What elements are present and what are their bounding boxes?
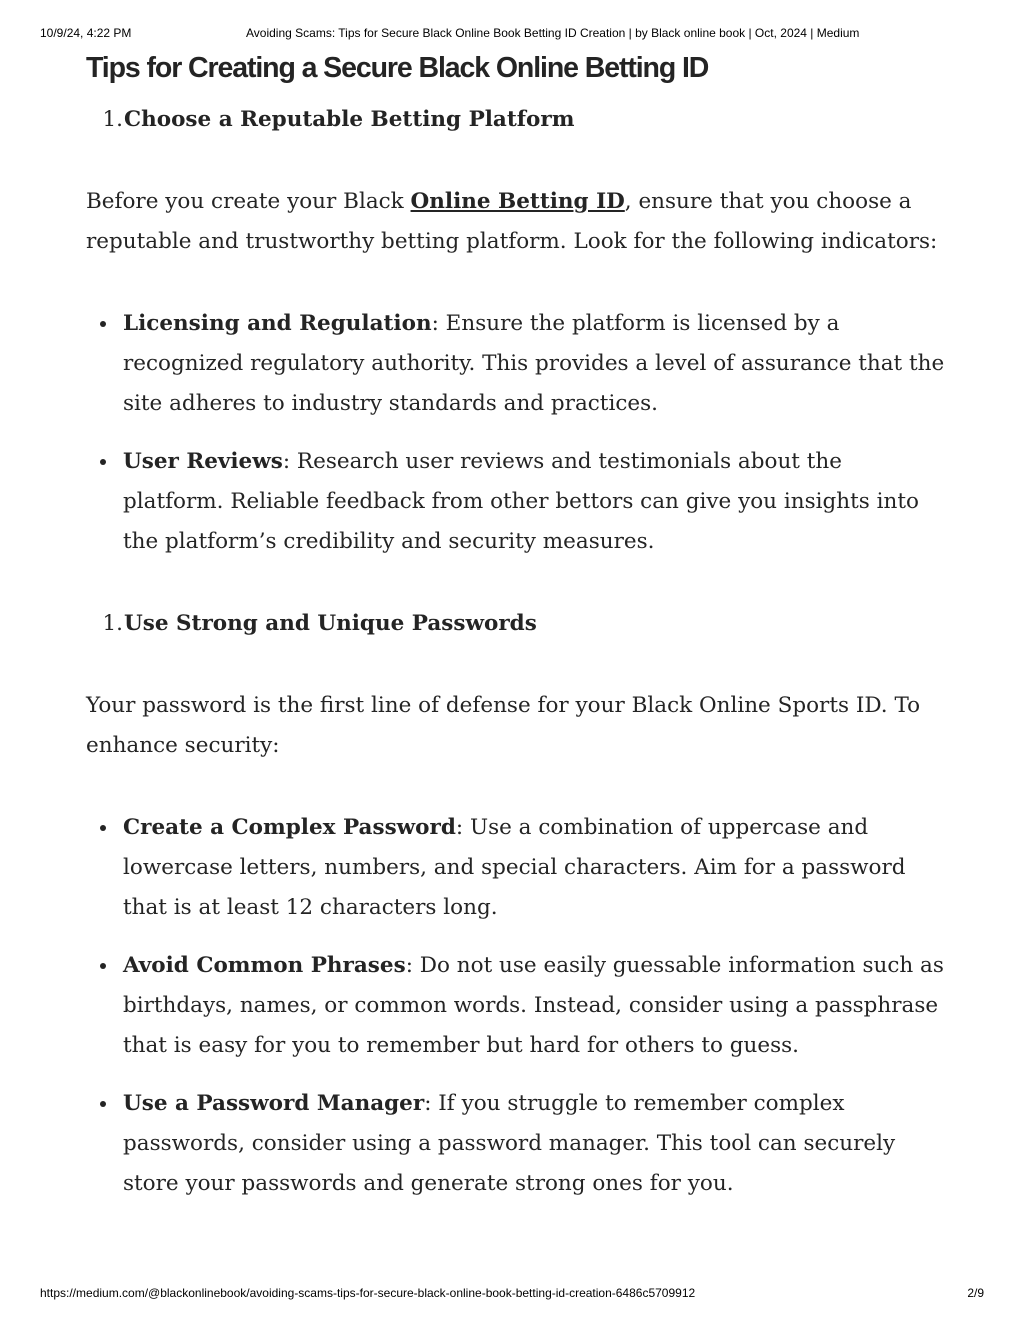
list-item-text: : Research user reviews and testimonials about the platform. Reliable feedback from other bettors can give you insights into the platform’s credibility and security measures. (123, 449, 919, 554)
list-item (86, 1084, 946, 1204)
print-datetime: 10/9/24, 4:22 PM (40, 26, 132, 40)
list-item-term: Avoid Common Phrases (123, 953, 406, 978)
paragraph-text: , ensure that you choose a reputable and trustworthy betting platform. Look for the following indicators: (86, 189, 938, 254)
list-item-term: Create a Complex Password (123, 815, 456, 840)
list-item-text: : Do not use easily guessable information such as birthdays, names, or common words. Instead, consider using a passphrase that is easy for you to remember but hard for others to guess. (123, 953, 944, 1058)
list-item-term: Licensing and Regulation (123, 311, 432, 336)
print-header (0, 26, 1024, 42)
numbered-item-platform (86, 100, 946, 140)
list-item (86, 808, 946, 928)
item-title: Use Strong and Unique Passwords (124, 611, 537, 636)
section-title: Tips for Creating a Secure Black Online Betting ID (86, 52, 709, 84)
platform-indicators-list (86, 304, 946, 562)
password-tips-list (86, 808, 946, 1204)
online-betting-id-link[interactable]: Online Betting ID (410, 189, 625, 214)
list-item (86, 442, 946, 562)
intro-paragraph (86, 182, 946, 262)
item-title: Choose a Reputable Betting Platform (124, 107, 575, 132)
list-item-term: Use a Password Manager (123, 1091, 425, 1116)
print-page-title: Avoiding Scams: Tips for Secure Black Online Book Betting ID Creation | by Black online book | Oct, 2024 | Medium (246, 26, 860, 40)
list-item-text: : Ensure the platform is licensed by a recognized regulatory authority. This provides a level of assurance that the site adheres to industry standards and practices. (123, 311, 945, 416)
list-item (86, 304, 946, 424)
password-paragraph: Your password is the first line of defense for your Black Online Sports ID. To enhance security: (86, 693, 921, 758)
paragraph-text: Before you create your Black (86, 189, 411, 214)
print-footer (0, 1286, 1024, 1302)
list-item (86, 946, 946, 1066)
page-number: 2/9 (967, 1286, 984, 1300)
article-body (86, 50, 946, 1204)
print-url: https://medium.com/@blackonlinebook/avoiding-scams-tips-for-secure-black-online-book-betting-id-creation-6486c5709912 (40, 1286, 696, 1300)
list-item-text: : Use a combination of uppercase and lowercase letters, numbers, and special characters. Aim for a password that is at least 12 characters long. (123, 815, 906, 920)
list-item-term: User Reviews (123, 449, 283, 474)
list-item-text: : If you struggle to remember complex passwords, consider using a password manager. This tool can securely store your passwords and generate strong ones for you. (123, 1091, 896, 1196)
item-number: 1. (102, 611, 123, 636)
item-number: 1. (102, 107, 123, 132)
numbered-item-passwords (86, 604, 946, 644)
